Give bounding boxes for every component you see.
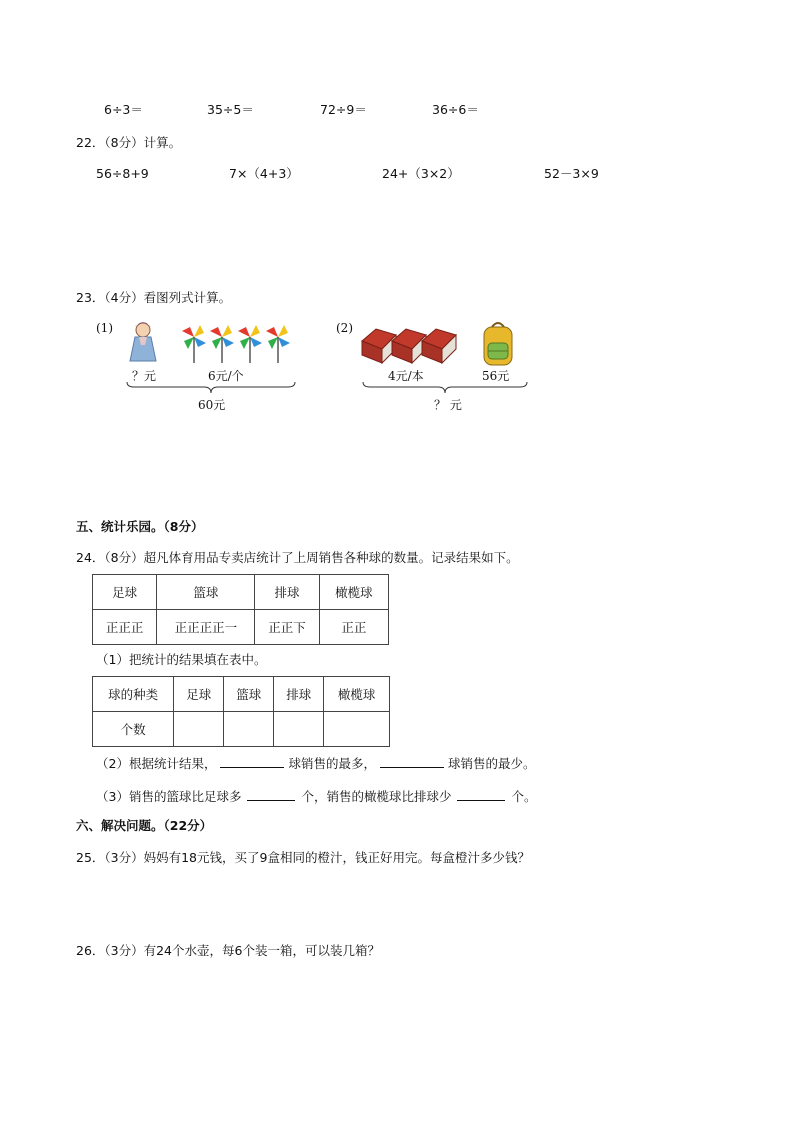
answer-blank-most[interactable] [220, 755, 284, 768]
result-cell-volleyball[interactable] [274, 712, 324, 747]
q22-title: 22．（8分）计算。 [76, 135, 182, 150]
q24-sub2-prefix: （2）根据统计结果， [96, 756, 217, 771]
section-5-title: 五、统计乐园。（8分） [76, 519, 204, 534]
result-header-football: 足球 [174, 677, 224, 712]
result-row-label: 个数 [93, 712, 174, 747]
figure-2-left-label: 4元/本 [388, 369, 424, 383]
result-count-row [93, 712, 390, 747]
figure-1-right-label: 6元/个 [208, 369, 244, 383]
q23-figure-2 [334, 315, 534, 415]
tally-table [92, 574, 389, 645]
book-icons [360, 327, 460, 367]
q23-title: 23．（4分）看图列式计算。 [76, 290, 232, 305]
result-cell-rugby[interactable] [324, 712, 390, 747]
q21-item-3: 72÷9＝ [320, 102, 367, 117]
figure-1-number: (1) [96, 321, 113, 335]
q24-title: 24．（8分）超凡体育用品专卖店统计了上周销售各种球的数量。记录结果如下。 [76, 550, 519, 565]
q24-sub2 [96, 755, 536, 772]
result-header-rugby: 橄榄球 [324, 677, 390, 712]
tally-header-rugby: 橄榄球 [319, 575, 388, 610]
doll-icon [126, 319, 160, 363]
tally-marks-volleyball: 正正下 [255, 610, 319, 645]
tally-header-row [93, 575, 389, 610]
q24-sub3 [96, 788, 537, 805]
q21-item-4: 36÷6＝ [432, 102, 479, 117]
result-table [92, 676, 390, 747]
tally-header-football: 足球 [93, 575, 157, 610]
q24-sub2-middle: 球销售的最多， [288, 756, 376, 771]
tally-header-basketball: 篮球 [157, 575, 255, 610]
pinwheel-icon-1 [182, 325, 206, 363]
q24-sub3-prefix: （3）销售的篮球比足球多 [96, 789, 242, 804]
tally-marks-basketball: 正正正正一 [157, 610, 255, 645]
book-icon-1 [362, 329, 396, 363]
book-icon-2 [392, 329, 426, 363]
result-header-basketball: 篮球 [224, 677, 274, 712]
pinwheel-icon-2 [210, 325, 234, 363]
q22-item-4: 52－3×9 [544, 166, 599, 181]
q25-text: 25．（3分）妈妈有18元钱，买了9盒相同的橙汁，钱正好用完。每盒橙汁多少钱？ [76, 850, 530, 865]
figure-1-brace [126, 381, 296, 395]
figure-2-right-label: 56元 [482, 369, 510, 383]
tally-marks-row [93, 610, 389, 645]
q23-figure-1 [92, 315, 302, 415]
result-header-row [93, 677, 390, 712]
section-6-title: 六、解决问题。（22分） [76, 818, 213, 833]
tally-marks-rugby: 正正 [319, 610, 388, 645]
result-cell-basketball[interactable] [224, 712, 274, 747]
q22-item-2: 7×（4+3） [229, 166, 299, 181]
q21-item-2: 35÷5＝ [207, 102, 254, 117]
answer-blank-rugby-less[interactable] [457, 788, 505, 801]
q24-sub1: （1）把统计的结果填在表中。 [96, 652, 267, 667]
result-header-volleyball: 排球 [274, 677, 324, 712]
q22-item-1: 56÷8+9 [96, 166, 149, 181]
backpack-icon [478, 319, 518, 367]
answer-blank-least[interactable] [380, 755, 444, 768]
figure-1-total: 60元 [198, 398, 226, 412]
q26-text: 26．（3分）有24个水壶，每6个装一箱，可以装几箱？ [76, 943, 380, 958]
pinwheel-icons [180, 323, 298, 365]
pinwheel-icon-3 [238, 325, 262, 363]
figure-2-total: ？ 元 [434, 398, 462, 412]
tally-header-volleyball: 排球 [255, 575, 319, 610]
q24-sub2-suffix: 球销售的最少。 [447, 756, 536, 771]
figure-1-left-label: ？元 [132, 369, 157, 383]
figure-2-brace [362, 381, 528, 395]
q24-sub3-middle: 个，销售的橄榄球比排球少 [301, 789, 452, 804]
result-header-kind: 球的种类 [93, 677, 174, 712]
book-icon-3 [422, 329, 456, 363]
q21-item-1: 6÷3＝ [104, 102, 143, 117]
tally-marks-football: 正正正 [93, 610, 157, 645]
figure-2-number: (2) [336, 321, 353, 335]
answer-blank-basketball-more[interactable] [247, 788, 295, 801]
result-cell-football[interactable] [174, 712, 224, 747]
q24-sub3-suffix: 个。 [511, 789, 537, 804]
pinwheel-icon-4 [266, 325, 290, 363]
q22-item-3: 24+（3×2） [382, 166, 460, 181]
